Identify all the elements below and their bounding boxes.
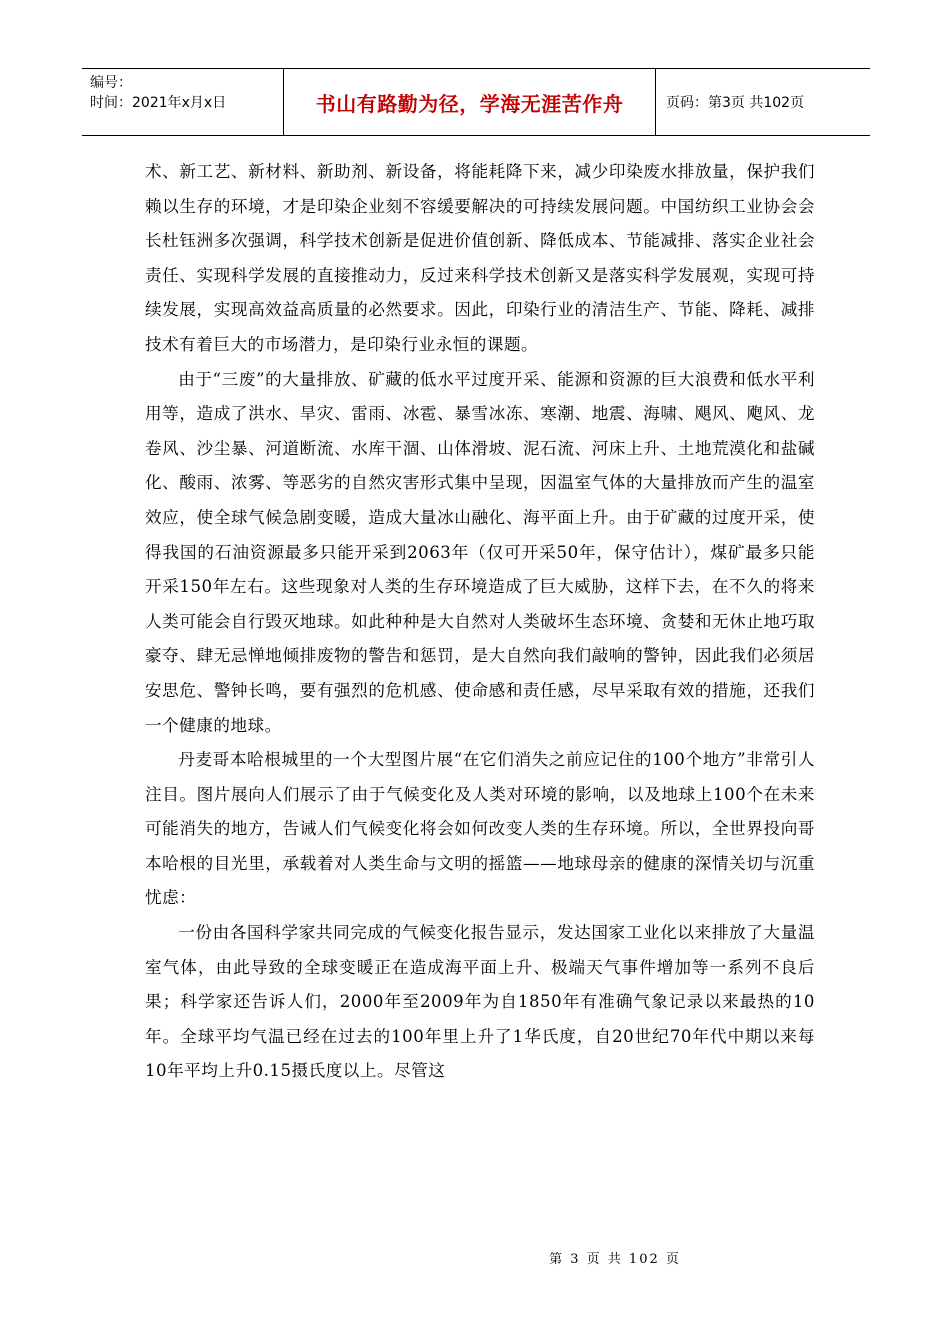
header-motto: 书山有路勤为径，学海无涯苦作舟 xyxy=(284,69,656,135)
page-header xyxy=(82,68,870,136)
paragraph: 由于“三废”的大量排放、矿藏的低水平过度开采、能源和资源的巨大浪费和低水平利用等，造成了洪水、旱灾、雷雨、冰雹、暴雪冰冻、寒潮、地震、海啸、飓风、飑风、龙卷风、沙尘暴、河道断流、水库干涸、山体滑坡、泥石流、河床上升、土地荒漠化和盐碱化、酸雨、浓雾、等恶劣的自然灾害形式集中呈现，因温室气体的大量排放而产生的温室效应，使全球气候急剧变暖，造成大量冰山融化、海平面上升。由于矿藏的过度开采，使得我国的石油资源最多只能开采到2063年（仅可开采50年，保守估计），煤矿最多只能开采150年左右。这些现象对人类的生存环境造成了巨大威胁，这样下去，在不久的将来人类可能会自行毁灭地球。如此种种是大自然对人类破坏生态环境、贪婪和无休止地巧取豪夺、肆无忌惮地倾排废物的警告和惩罚，是大自然向我们敲响的警钟，因此我们必须居安思危、警钟长鸣，要有强烈的危机感、使命感和责任感，尽早采取有效的措施，还我们一个健康的地球。 xyxy=(145,369,815,735)
paragraph: 一份由各国科学家共同完成的气候变化报告显示，发达国家工业化以来排放了大量温室气体，由此导致的全球变暖正在造成海平面上升、极端天气事件增加等一系列不良后果；科学家还告诉人们，2000年至2009年为自1850年有准确气象记录以来最热的10年。全球平均气温已经在过去的100年里上升了1华氏度，自20世纪70年代中期以来每10年平均上升0.15摄氏度以上。尽管这 xyxy=(145,923,815,1081)
document-number-label: 编号： xyxy=(90,75,132,91)
header-page-info: 页码：第3页 共102页 xyxy=(666,95,805,111)
paragraph: 丹麦哥本哈根城里的一个大型图片展“在它们消失之前应记住的100个地方”非常引人注目。图片展向人们展示了由于气候变化及人类对环境的影响，以及地球上100个在未来可能消失的地方，告诫人们气候变化将会如何改变人类的生存环境。所以，全世界投向哥本哈根的目光里，承载着对人类生命与文明的摇篮——地球母亲的健康的深情关切与沉重忧虑： xyxy=(145,750,815,908)
document-date: 时间：2021年x月x日 xyxy=(90,95,227,111)
page-footer: 第 3 页 共 102 页 xyxy=(549,1252,681,1267)
header-meta xyxy=(82,69,284,135)
document-body xyxy=(145,155,815,1089)
paragraph-continuation: 术、新工艺、新材料、新助剂、新设备，将能耗降下来，减少印染废水排放量，保护我们赖以生存的环境，才是印染企业刻不容缓要解决的可持续发展问题。中国纺织工业协会会长杜钰洲多次强调，科学技术创新是促进价值创新、降低成本、节能减排、落实企业社会责任、实现科学发展的直接推动力，反过来科学技术创新又是落实科学发展观，实现可持续发展，实现高效益高质量的必然要求。因此，印染行业的清洁生产、节能、降耗、减排技术有着巨大的市场潜力，是印染行业永恒的课题。 xyxy=(145,162,815,354)
